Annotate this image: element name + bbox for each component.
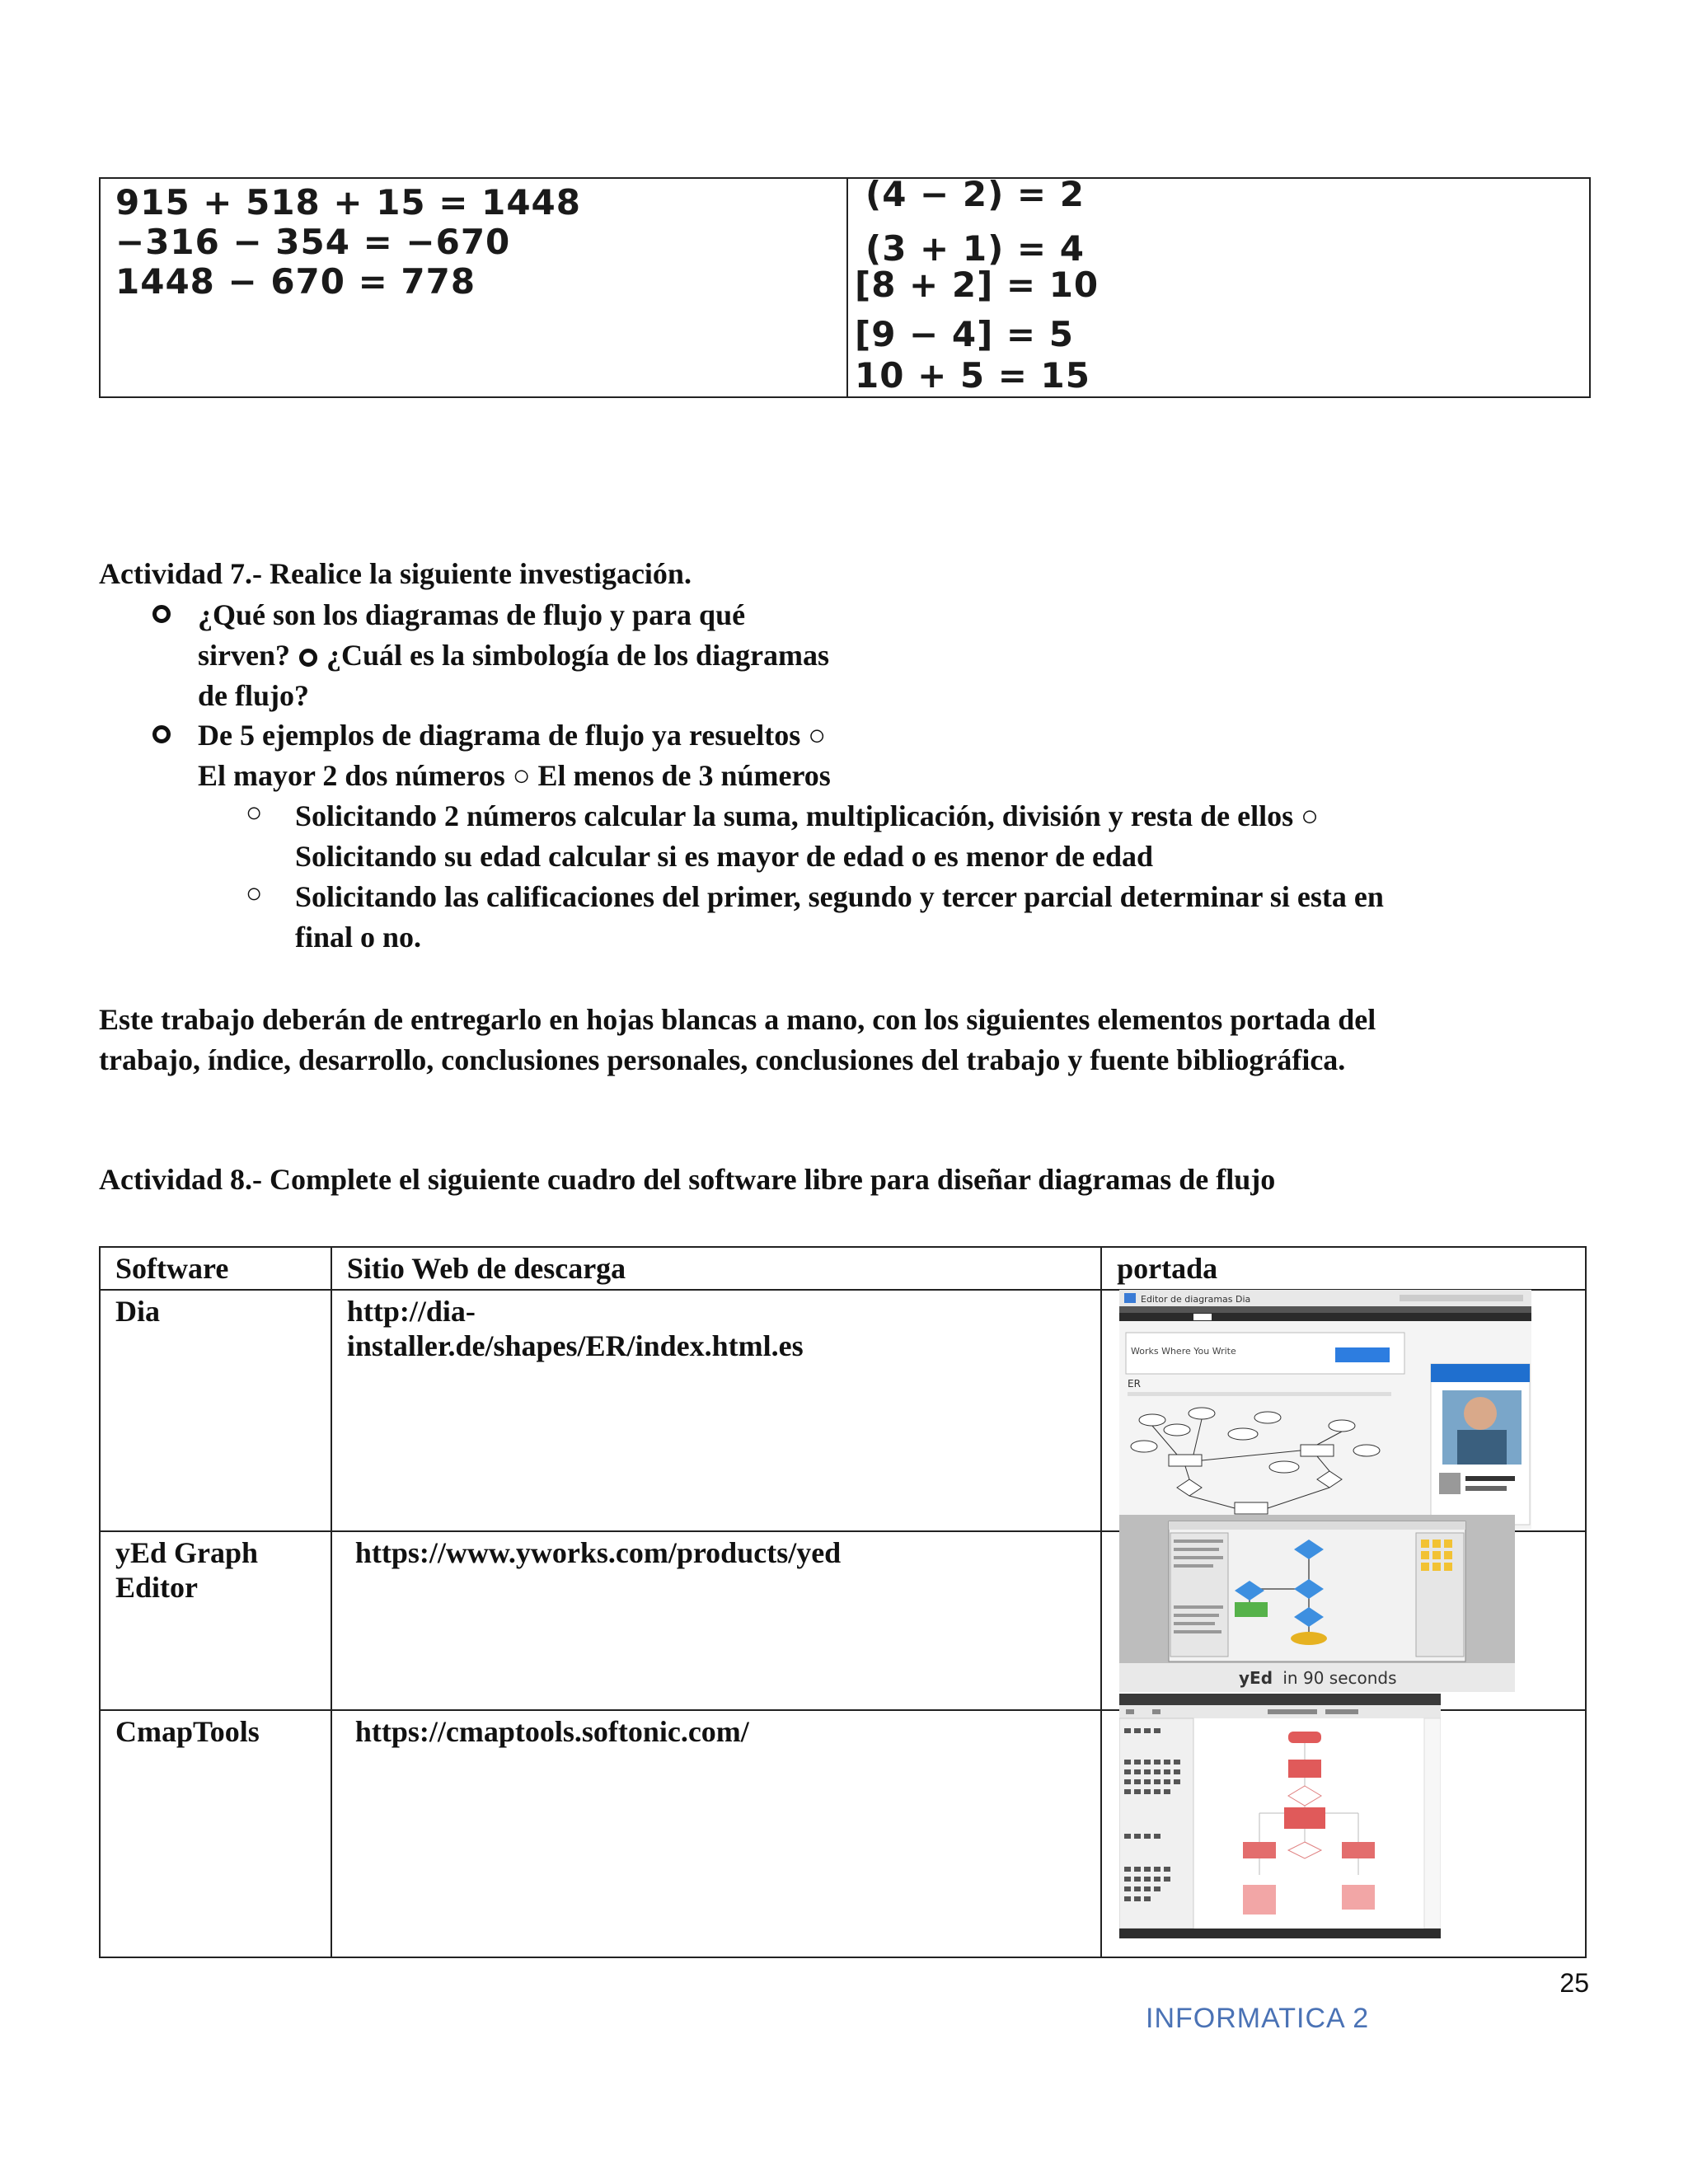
url-line-1: http://dia- bbox=[346, 1295, 476, 1328]
math-divider bbox=[846, 179, 848, 396]
math-left-line-2: −316 − 354 = −670 bbox=[115, 222, 511, 262]
header-software: Software bbox=[100, 1247, 331, 1290]
math-right-line-2: (3 + 1) = 4 bbox=[865, 228, 1085, 269]
activity7-q2: ¿Cuál es la simbología de los diagramas bbox=[326, 639, 830, 672]
activity7-title: Actividad 7.- Realice la siguiente investigación. bbox=[99, 557, 692, 590]
page-number: 25 bbox=[1559, 1968, 1589, 1998]
activity7-q2-cont: de flujo? bbox=[198, 679, 309, 712]
table-header-row bbox=[100, 1247, 1586, 1290]
header-cover: portada bbox=[1101, 1247, 1586, 1290]
activity7-sub2-cont: final o no. bbox=[295, 921, 422, 954]
activity7-q1: ¿Qué son los diagramas de flujo y para qué bbox=[198, 598, 746, 631]
cmaptools-screenshot bbox=[1119, 1694, 1441, 1938]
software-name bbox=[100, 1531, 331, 1710]
activity7-q3-cont: El mayor 2 dos números ○ El menos de 3 números bbox=[198, 759, 831, 792]
math-table bbox=[99, 174, 1591, 398]
bullet-circle-icon bbox=[152, 725, 171, 743]
yed-caption-rest: in 90 seconds bbox=[1282, 1668, 1397, 1688]
software-url bbox=[331, 1290, 1101, 1531]
math-right-line-3: [8 + 2] = 10 bbox=[855, 265, 1100, 305]
math-left-line-3: 1448 − 670 = 778 bbox=[115, 261, 476, 302]
instructions-line-1: Este trabajo deberán de entregarlo en hojas blancas a mano, con los siguientes elementos portada del bbox=[99, 1003, 1376, 1036]
math-right-line-1: (4 − 2) = 2 bbox=[865, 174, 1085, 214]
sub-bullet-icon: ○ bbox=[246, 798, 263, 828]
sub-bullet-icon: ○ bbox=[246, 879, 263, 909]
yed-caption-bold: yEd bbox=[1239, 1668, 1273, 1688]
yed-screenshot-graphic bbox=[1119, 1515, 1515, 1692]
yed-screenshot bbox=[1119, 1515, 1515, 1692]
software-url: https://cmaptools.softonic.com/ bbox=[331, 1710, 1101, 1957]
svg-text:yEd in 90 seconds bbox=[1239, 1668, 1397, 1688]
math-right-line-5: 10 + 5 = 15 bbox=[855, 355, 1090, 396]
dia-tagline-text: Works Where You Write bbox=[1131, 1346, 1236, 1357]
software-name: CmapTools bbox=[100, 1710, 331, 1957]
activity7-sub1: Solicitando 2 números calcular la suma, multiplicación, división y resta de ellos ○ bbox=[295, 799, 1319, 832]
activity7-sub2: Solicitando las calificaciones del primer, segundo y tercer parcial determinar si esta en bbox=[295, 880, 1384, 913]
dia-screenshot bbox=[1119, 1290, 1531, 1529]
bullet-circle-icon bbox=[152, 605, 171, 623]
dia-screenshot-graphic bbox=[1119, 1290, 1531, 1529]
cmaptools-screenshot-graphic bbox=[1119, 1694, 1441, 1938]
name-line-2: Editor bbox=[115, 1571, 199, 1604]
activity7-q1-cont: sirven? bbox=[198, 639, 290, 672]
name-line-1: yEd Graph bbox=[115, 1536, 259, 1569]
instructions-line-2: trabajo, índice, desarrollo, conclusiones personales, conclusiones del trabajo y fuente bibliográfica. bbox=[99, 1043, 1346, 1076]
bullet-circle-icon bbox=[299, 649, 317, 667]
header-website: Sitio Web de descarga bbox=[331, 1247, 1101, 1290]
activity7-sub1-cont: Solicitando su edad calcular si es mayor de edad o es menor de edad bbox=[295, 840, 1154, 873]
activity7-q3: De 5 ejemplos de diagrama de flujo ya resueltos ○ bbox=[198, 719, 826, 752]
activity7-q1-q2-line bbox=[198, 635, 829, 676]
activity8-title: Actividad 8.- Complete el siguiente cuadro del software libre para diseñar diagramas de flujo bbox=[99, 1163, 1276, 1196]
footer-text: INFORMATICA 2 bbox=[1146, 2003, 1370, 2034]
math-right-line-4: [9 − 4] = 5 bbox=[855, 314, 1074, 354]
math-left-line-1: 915 + 518 + 15 = 1448 bbox=[115, 182, 581, 223]
software-name: Dia bbox=[100, 1290, 331, 1531]
dia-er-text: ER bbox=[1128, 1378, 1141, 1390]
software-url: https://www.yworks.com/products/yed bbox=[331, 1531, 1101, 1710]
dia-header-text: Editor de diagramas Dia bbox=[1141, 1294, 1251, 1305]
url-line-2: installer.de/shapes/ER/index.html.es bbox=[346, 1329, 804, 1362]
